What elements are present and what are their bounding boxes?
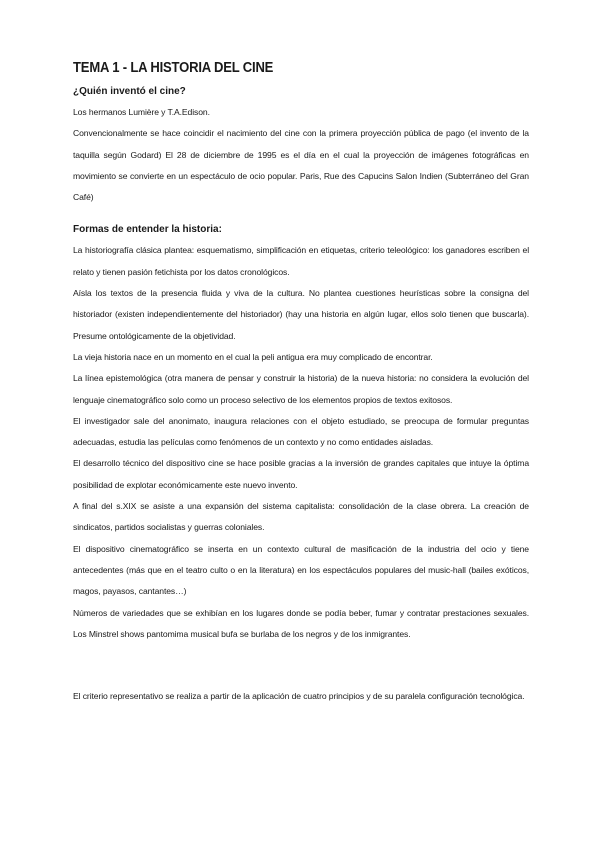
paragraph: La vieja historia nace en un momento en el cual la peli antigua era muy complicado de encontrar.: [73, 351, 433, 362]
closing-paragraph: El criterio representativo se realiza a partir de la aplicación de cuatro principios y de su paralela configuración tecnológica.: [73, 691, 525, 702]
page-title: TEMA 1 - LA HISTORIA DEL CINE: [73, 60, 274, 76]
paragraph: A final del s.XIX se asiste a una expansión del sistema capitalista: consolidación de la clase obrera. La creación de sindicatos, partidos socialistas y guerras coloniales.: [73, 501, 529, 533]
paragraph: La línea epistemológica (otra manera de pensar y construir la historia) de la nueva historia: no considera la evolución del lenguaje cinematográfico solo como un proceso selectivo de los elementos propios de textos exitosos.: [73, 373, 529, 405]
paragraph: La historiografía clásica plantea: esquematismo, simplificación en etiquetas, criterio teleológico: los ganadores escriben el relato y tienen pasión fetichista por los datos cronológicos.: [73, 245, 529, 277]
section-heading-who-invented: ¿Quién inventó el cine?: [73, 86, 186, 97]
paragraph: Aísla los textos de la presencia fluida y viva de la cultura. No plantea cuestiones heurísticas sobre la consigna del historiador (existen independientemente del historiador) (hay una historia en algún lugar, ellos solo tienen que buscarla). Presume ontológicamente de la objetividad.: [73, 288, 529, 341]
paragraph: Números de variedades que se exhibían en los lugares donde se podía beber, fumar y contratar prestaciones sexuales. Los Minstrel shows pantomima musical bufa se burlaba de los negros y de los inmigrantes.: [73, 607, 529, 639]
paragraph: El investigador sale del anonimato, inaugura relaciones con el objeto estudiado, se preocupa de formular preguntas adecuadas, estudia las películas como fenómenos de un contexto y no como entidades aisladas.: [73, 415, 529, 448]
section-heading-history-approaches: Formas de entender la historia:: [73, 224, 222, 236]
document-body: [73, 60, 529, 707]
paragraph: Los hermanos Lumière y T.A.Edison.: [73, 107, 210, 117]
paragraph: Convencionalmente se hace coincidir el nacimiento del cine con la primera proyección pública de pago (el invento de la taquilla según Godard) El 28 de diciembre de 1995 es el día en el cual la proyección de imágenes fotográficas en movimiento se convierte en un espectáculo de ocio popular. Paris, Rue des Capucins Salon Indien (Subterráneo del Gran Café): [73, 128, 529, 203]
paragraph: El desarrollo técnico del dispositivo cine se hace posible gracias a la inversión de grandes capitales que intuye la óptima posibilidad de explotar económicamente este nuevo invento.: [73, 458, 529, 490]
paragraph: El dispositivo cinematográfico se inserta en un contexto cultural de masificación de la industria del ocio y tiene antecedentes (más que en el teatro culto o en la literatura) en los espectáculos populares del music-hall (bailes exóticos, magos, payasos, cantantes…): [73, 543, 529, 597]
